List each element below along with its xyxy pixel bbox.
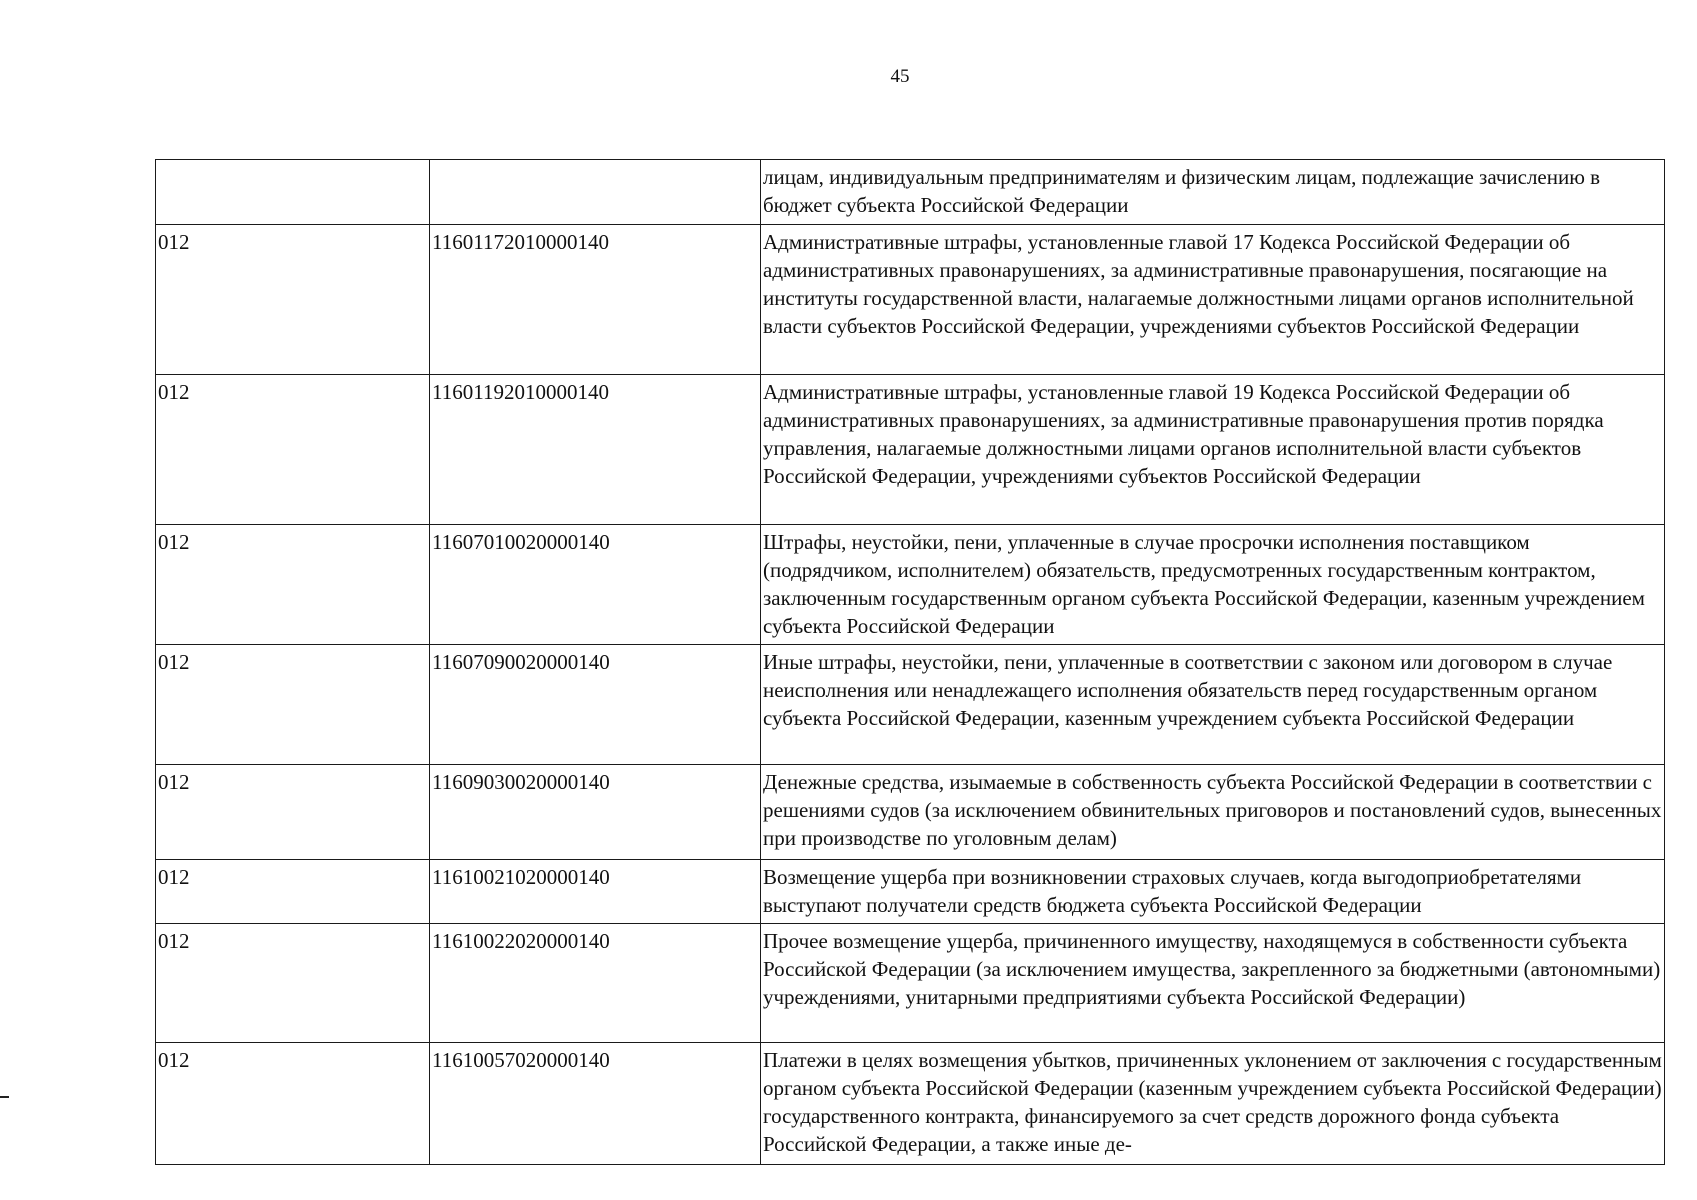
description-cell: лицам, индивидуальным предпринимателям и физическим лицам, подлежащие зачислению в бюджет субъекта Российской Федерации	[761, 160, 1665, 225]
table-row	[156, 860, 1665, 924]
description-cell: Прочее возмещение ущерба, причиненного имуществу, находящемуся в собственности субъекта Российской Федерации (за исключением имущества, закрепленного за бюджетными (автономными) учреждениями, унитарными предприятиями субъекта Российской Федерации)	[761, 924, 1665, 1043]
kbk-code-cell: 11610022020000140	[430, 924, 761, 1043]
description-cell: Административные штрафы, установленные главой 17 Кодекса Российской Федерации об административных правонарушениях, за административные правонарушения, посягающие на институты государственной власти, налагаемые должностными лицами органов исполнительной власти субъектов Российской Федерации, учреждениями субъектов Российской Федерации	[761, 225, 1665, 375]
table-row	[156, 375, 1665, 525]
admin-code-cell: 012	[156, 645, 430, 765]
table-row	[156, 765, 1665, 860]
admin-code-cell: 012	[156, 765, 430, 860]
kbk-code-cell	[430, 160, 761, 225]
description-cell: Возмещение ущерба при возникновении страховых случаев, когда выгодоприобретателями выступают получатели средств бюджета субъекта Российской Федерации	[761, 860, 1665, 924]
table-row	[156, 924, 1665, 1043]
admin-code-cell: 012	[156, 924, 430, 1043]
kbk-code-cell: 11609030020000140	[430, 765, 761, 860]
kbk-code-cell: 11601192010000140	[430, 375, 761, 525]
table-row	[156, 1043, 1665, 1165]
admin-code-cell	[156, 160, 430, 225]
page-number: 45	[890, 66, 910, 87]
admin-code-cell: 012	[156, 860, 430, 924]
description-cell: Штрафы, неустойки, пени, уплаченные в случае просрочки исполнения поставщиком (подрядчиком, исполнителем) обязательств, предусмотренных государственным контрактом, заключенным государственным органом субъекта Российской Федерации, казенным учреждением субъекта Российской Федерации	[761, 525, 1665, 645]
description-cell: Иные штрафы, неустойки, пени, уплаченные в соответствии с законом или договором в случае неисполнения или ненадлежащего исполнения обязательств перед государственным органом субъекта Российской Федерации, казенным учреждением субъекта Российской Федерации	[761, 645, 1665, 765]
admin-code-cell: 012	[156, 375, 430, 525]
description-cell: Административные штрафы, установленные главой 19 Кодекса Российской Федерации об административных правонарушениях, за административные правонарушения против порядка управления, налагаемые должностными лицами органов исполнительной власти субъектов Российской Федерации, учреждениями субъектов Российской Федерации	[761, 375, 1665, 525]
table-row	[156, 645, 1665, 765]
table-row	[156, 160, 1665, 225]
kbk-code-cell: 11610057020000140	[430, 1043, 761, 1165]
revenue-codes-table	[155, 159, 1665, 1165]
admin-code-cell: 012	[156, 525, 430, 645]
table-row	[156, 525, 1665, 645]
description-cell: Платежи в целях возмещения убытков, причиненных уклонением от заключения с государственным органом субъекта Российской Федерации (казенным учреждением субъекта Российской Федерации) государственного контракта, финансируемого за счет средств дорожного фонда субъекта Российской Федерации, а также иные де-	[761, 1043, 1665, 1165]
kbk-code-cell: 11601172010000140	[430, 225, 761, 375]
margin-mark	[0, 1096, 9, 1098]
admin-code-cell: 012	[156, 225, 430, 375]
kbk-code-cell: 11610021020000140	[430, 860, 761, 924]
table-row	[156, 225, 1665, 375]
kbk-code-cell: 11607090020000140	[430, 645, 761, 765]
admin-code-cell: 012	[156, 1043, 430, 1165]
kbk-code-cell: 11607010020000140	[430, 525, 761, 645]
description-cell: Денежные средства, изымаемые в собственность субъекта Российской Федерации в соответствии с решениями судов (за исключением обвинительных приговоров и постановлений судов, вынесенных при производстве по уголовным делам)	[761, 765, 1665, 860]
